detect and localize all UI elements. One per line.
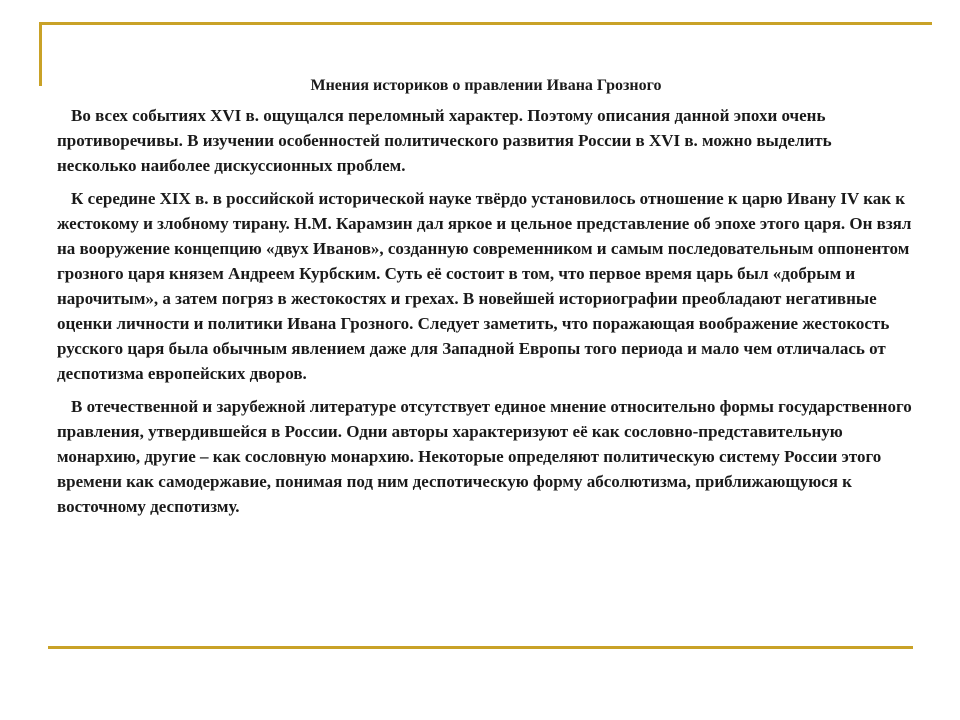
top-decorative-rule <box>40 22 932 25</box>
paragraph-2: К середине XIX в. в российской исторической науке твёрдо установилось отношение к царю Ивану IV как к жестокому и злобному тирану. Н.М. Карамзин дал яркое и цельное представление об эпохе этого царя. Он взял на вооружение концепцию «двух Иванов», созданную современником и самым последовательным оппонентом грозного царя князем Андреем Курбским. Суть её состоит в том, что первое время царь был «добрым и нарочитым», а затем погряз в жестокостях и грехах. В новейшей историографии преобладают негативные оценки личности и политики Ивана Грозного. Следует заметить, что поражающая воображение жестокость русского царя была обычным явлением даже для Западной Европы того периода и мало чем отличалась от деспотизма европейских дворов. <box>57 189 912 383</box>
left-decorative-rule <box>39 22 42 86</box>
paragraph-1: Во всех событиях XVI в. ощущался переломный характер. Поэтому описания данной эпохи очень противоречивы. В изучении особенностей политического развития России в XVI в. можно выделить несколько наиболее дискуссионных проблем. <box>57 106 832 175</box>
bottom-decorative-rule <box>48 646 913 649</box>
paragraph-3: В отечественной и зарубежной литературе отсутствует единое мнение относительно формы государственного правления, утвердившейся в России. Одни авторы характеризуют её как сословно-представительную монархию, другие – как сословную монархию. Некоторые определяют политическую систему России этого времени как самодержавие, понимая под ним деспотическую форму абсолютизма, приближающуюся к восточному деспотизму. <box>57 397 912 516</box>
slide-title: Мнения историков о правлении Ивана Грозного <box>310 77 662 94</box>
slide-content <box>57 73 915 527</box>
